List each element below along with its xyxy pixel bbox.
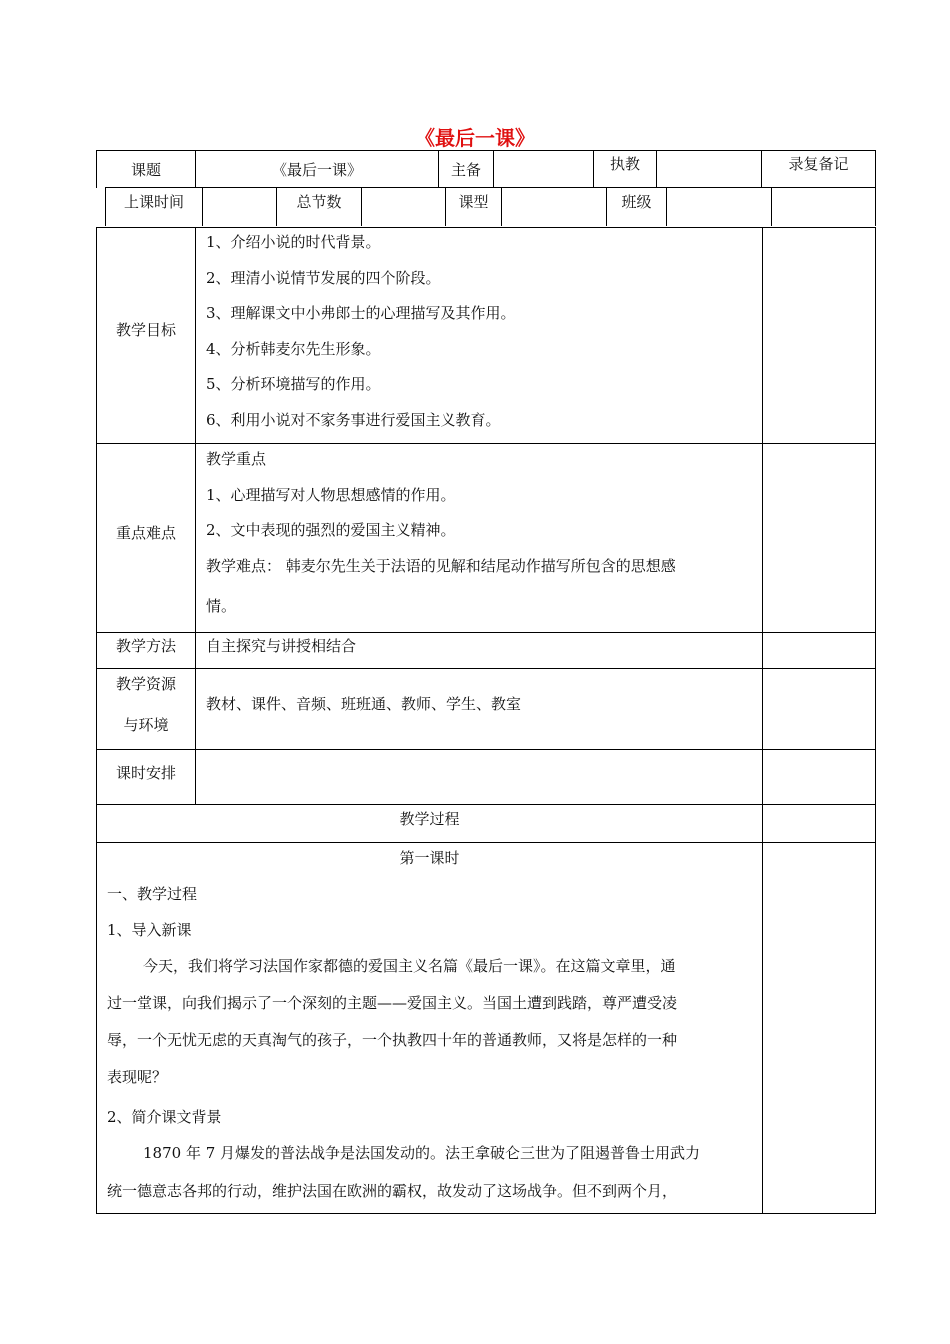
objectives-content-cell [195,228,762,444]
schedule-notes-cell [762,750,876,805]
topic-label: 课题 [130,161,161,179]
time-value-cell [202,188,276,226]
paragraph-line: 辱，一个无忧无虑的天真淘气的孩子，一个执教四十年的普通教师，又将是怎样的一种 [107,1031,678,1049]
method-row [96,632,876,669]
method-label: 教学方法 [115,637,176,655]
time-label-cell [105,188,202,226]
keypoints-content-cell [195,444,762,633]
type-label-cell [445,188,501,226]
keypoints-label-cell [96,444,195,633]
process-notes-cell [762,843,876,1213]
lead-label-cell [438,151,493,188]
resources-label-cell [96,669,195,750]
lesson-title: 第一课时 [399,849,460,867]
paragraph-line: 1870 年 7 月爆发的普法战争是法国发动的。法王拿破仑三世为了阻遏普鲁士用武力 [143,1144,701,1162]
difficulty-line: 情。 [206,597,237,615]
objective-item: 1、介绍小说的时代背景。 [206,233,381,251]
paragraph-line: 统一德意志各邦的行动，维护法国在欧洲的霸权，故发动了这场战争。但不到两个月， [107,1182,678,1200]
schedule-label-cell [96,750,195,805]
process-content-row [96,842,876,1214]
class-value-cell [666,188,771,226]
topic-value-cell [195,151,438,188]
method-label-cell [96,633,195,669]
sub-heading: 1、导入新课 [107,921,192,939]
objectives-row [96,227,876,444]
sub-heading: 2、简介课文背景 [107,1108,222,1126]
resources-value: 教材、课件、音频、班班通、教师、学生、教室 [206,695,522,713]
keypoint-item: 2、文中表现的强烈的爱国主义精神。 [206,521,456,539]
schedule-row [96,749,876,805]
header-row-2 [105,187,876,226]
process-heading-row [96,804,876,843]
teacher-label: 执教 [609,155,640,173]
keypoints-heading: 教学重点 [206,450,267,468]
resources-label-line2: 与环境 [123,716,169,734]
objective-item: 4、分析韩麦尔先生形象。 [206,340,381,358]
process-content-cell [96,843,762,1213]
objectives-label-cell [96,228,195,444]
notes-label: 录复备记 [788,155,849,173]
sessions-value-cell [361,188,445,226]
resources-value-cell [195,669,762,750]
paragraph-line: 过一堂课，向我们揭示了一个深刻的主题——爱国主义。当国土遭到践踏，尊严遭受凌 [107,994,678,1012]
method-notes-cell [762,633,876,669]
topic-value: 《最后一课》 [271,161,362,179]
paragraph-line: 今天，我们将学习法国作家都德的爱国主义名篇《最后一课》。在这篇文章里，通 [143,957,676,975]
objective-item: 2、理清小说情节发展的四个阶段。 [206,269,441,287]
resources-row [96,668,876,750]
lead-label: 主备 [450,161,481,179]
type-label: 课型 [458,193,489,211]
keypoint-item: 1、心理描写对人物思想感情的作用。 [206,486,456,504]
header-row-1 [96,150,876,188]
time-label: 上课时间 [123,193,184,211]
keypoints-notes-cell [762,444,876,633]
process-heading-notes-cell [762,805,876,843]
sessions-label-cell [276,188,361,226]
process-heading: 教学过程 [399,810,460,828]
process-heading-cell [96,805,762,843]
objective-item: 6、利用小说对不家务事进行爱国主义教育。 [206,411,501,429]
objective-item: 3、理解课文中小弗郎士的心理描写及其作用。 [206,304,516,322]
objectives-label: 教学目标 [115,321,176,339]
keypoints-row [96,443,876,633]
class-label-cell [606,188,666,226]
resources-notes-cell [762,669,876,750]
objective-item: 5、分析环境描写的作用。 [206,375,381,393]
resources-label-line1: 教学资源 [115,675,176,693]
teacher-label-cell [593,151,656,188]
method-value-cell [195,633,762,669]
schedule-label: 课时安排 [115,764,176,782]
section-heading: 一、教学过程 [107,885,198,903]
type-value-cell [501,188,606,226]
keypoints-label: 重点难点 [115,524,176,542]
lead-value-cell [493,151,593,188]
class-label: 班级 [621,193,652,211]
topic-label-cell [96,151,195,188]
objectives-notes-cell [762,228,876,444]
schedule-value-cell [195,750,762,805]
notes-label-cell [761,151,876,188]
teacher-value-cell [656,151,761,188]
method-value: 自主探究与讲授相结合 [206,637,357,655]
document-title: 《最后一课》 [415,126,535,150]
paragraph-line: 表现呢？ [107,1068,168,1086]
difficulty-line: 教学难点： 韩麦尔先生关于法语的见解和结尾动作描写所包含的思想感 [206,557,676,575]
sessions-label: 总节数 [296,193,342,211]
notes-value-cell [771,188,876,226]
